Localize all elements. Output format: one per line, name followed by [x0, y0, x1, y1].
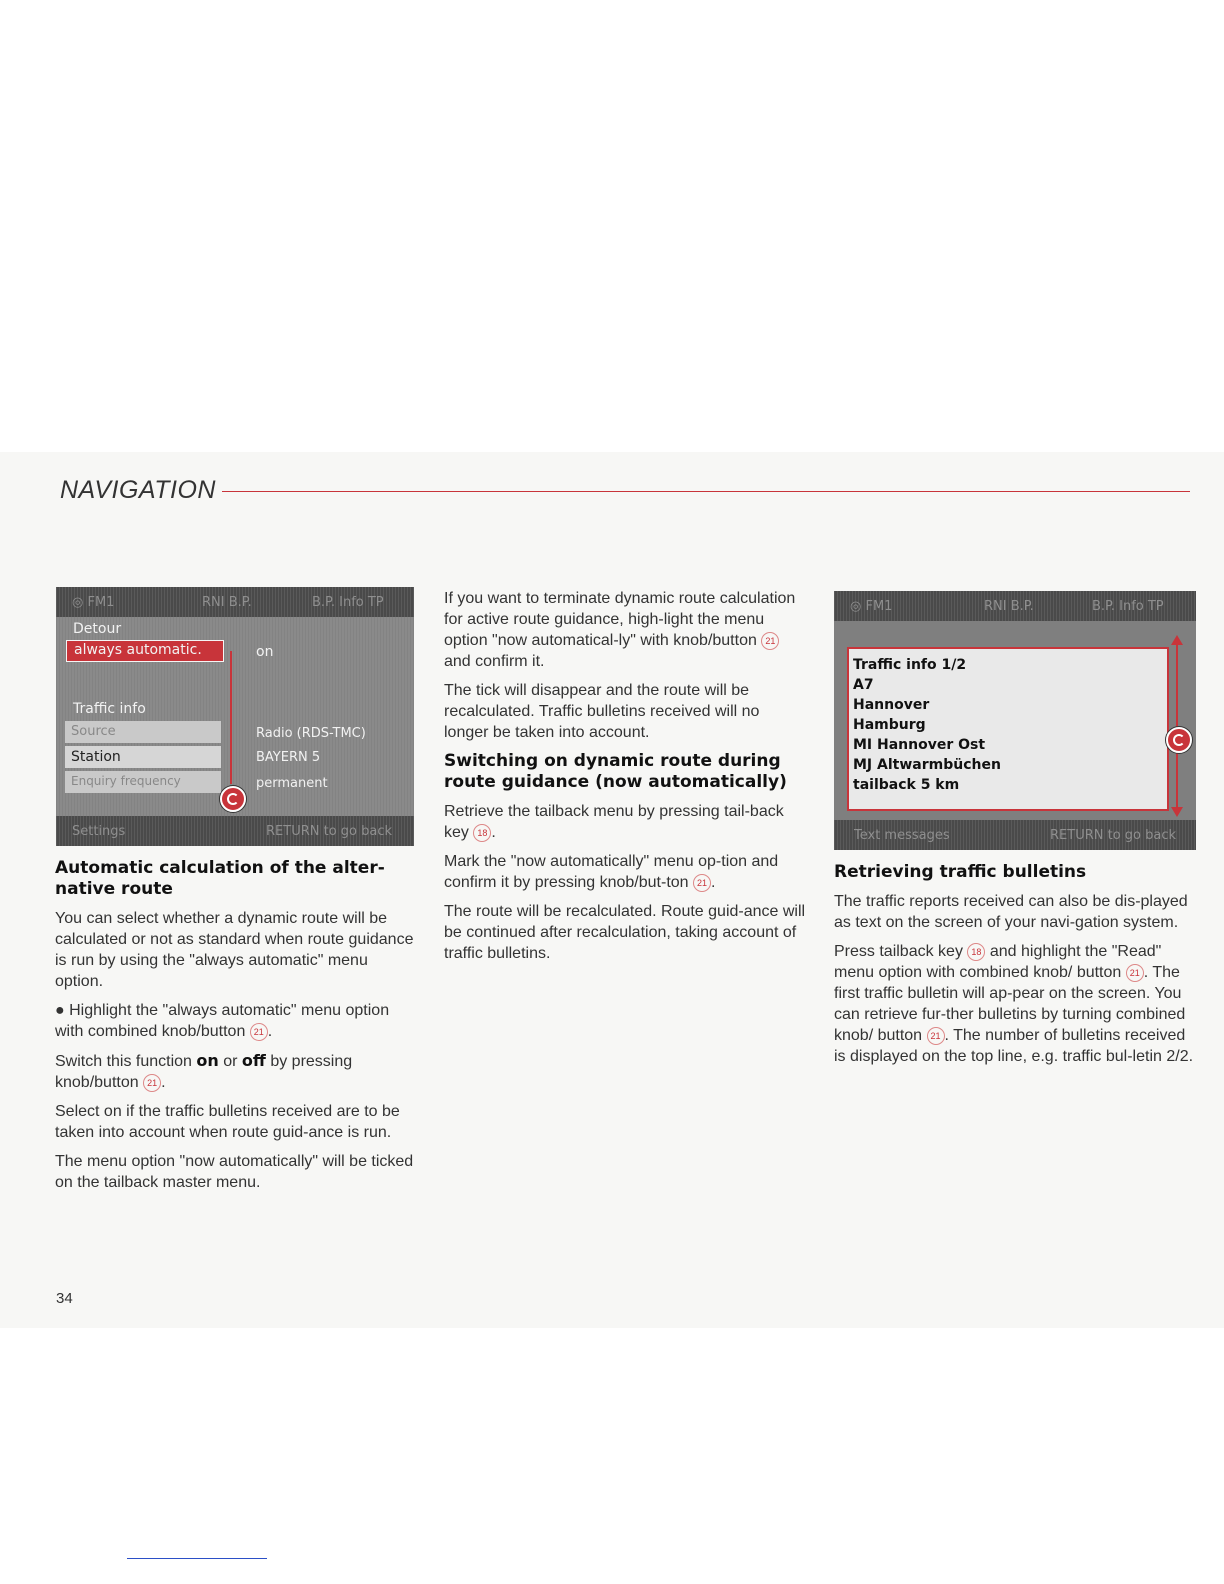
traffic-info-screen [834, 591, 1196, 850]
section-heading: Switching on dynamic route during route guidance (now automatically) [444, 751, 787, 792]
knob-button-21-icon: 21 [693, 874, 711, 892]
status-station: RNI B.P. [984, 599, 1034, 614]
screen-softkey-bar [834, 820, 1196, 850]
text-run: If you want to terminate dynamic route calculation for active route guidance, high-light the menu option "now automatical-ly" with knob/button [444, 590, 796, 649]
header-rule [222, 491, 1190, 492]
traffic-info-label: Traffic info [73, 701, 146, 717]
column-left [55, 858, 415, 1201]
tailback-key-18-icon: 18 [473, 824, 491, 842]
enquiry-frequency-option[interactable] [65, 771, 221, 793]
softkey-return[interactable]: RETURN to go back [266, 824, 393, 839]
text-run: by pressing knob/button [55, 1053, 353, 1091]
knob-button-21-icon: 21 [761, 632, 779, 650]
text-on: on [196, 1051, 219, 1070]
text-run: Mark the "now automatically" menu op-tion and confirm it by pressing knob/but-ton [444, 853, 779, 891]
text-run: and highlight the "Read" menu option with combined knob/ button [834, 943, 1162, 981]
screen-status-bar [834, 591, 1196, 621]
source-option[interactable] [65, 721, 221, 743]
status-station: RNI B.P. [202, 595, 252, 610]
knob-button-21-icon: 21 [927, 1027, 945, 1045]
paragraph: The traffic reports received can also be dis-played as text on the screen of your navi-gation system. [834, 893, 1188, 931]
paragraph: The route will be recalculated. Route guid-ance will be continued after recalculation, taking account of traffic bulletins. [444, 903, 806, 962]
text-run: Switch this function [55, 1053, 197, 1070]
traffic-line: tailback 5 km [853, 777, 960, 793]
knob-button-21-icon: 21 [250, 1023, 268, 1041]
text-off: off [241, 1051, 266, 1070]
paragraph: Mark the "now automatically" menu op-tion and confirm it by pressing knob/but-ton 21 . [444, 853, 779, 891]
paragraph [444, 588, 806, 672]
softkey-text-messages[interactable]: Text messages [854, 828, 950, 843]
enquiry-frequency-label: Enquiry frequency [71, 774, 181, 788]
rotary-knob-icon [220, 786, 246, 812]
source-label: Source [71, 724, 116, 739]
scroll-down-arrow-icon[interactable] [1171, 807, 1183, 817]
traffic-line: Hamburg [853, 717, 926, 733]
station-option[interactable] [65, 746, 221, 768]
softkey-return[interactable]: RETURN to go back [1050, 828, 1177, 843]
status-info: B.P. Info TP [312, 595, 384, 610]
screen-softkey-bar [56, 816, 414, 846]
page-number: 34 [56, 1290, 73, 1307]
text-run: . The first traffic bulletin will ap-pear on the screen. You can retrieve fur-ther bulletins by turning combined knob/ button [834, 964, 1186, 1044]
detour-settings-screen [56, 587, 414, 846]
text-run: or [218, 1053, 242, 1070]
frequency-value: permanent [256, 776, 328, 791]
scroll-track[interactable] [1176, 643, 1178, 808]
section-heading: Retrieving traffic bulletins [834, 862, 1087, 882]
scroll-up-arrow-icon[interactable] [1171, 635, 1183, 645]
text-run: . The number of bulletins received is displayed on the top line, e.g. traffic bul-letin 2/2. [834, 1027, 1194, 1065]
paragraph: The tick will disappear and the route will be recalculated. Traffic bulletins received will no longer be taken into account. [444, 682, 760, 741]
bullet-icon: ● [55, 1002, 65, 1019]
station-label: Station [71, 749, 121, 765]
paragraph: Select on if the traffic bulletins received are to be taken into account when route guid-ance is run. [55, 1103, 400, 1141]
detour-value: on [256, 644, 274, 660]
bullet-text: Highlight the "always automatic" menu option with combined knob/button [55, 1002, 390, 1040]
traffic-line: Hannover [853, 697, 930, 713]
column-middle [444, 588, 806, 972]
knob-button-21-icon: 21 [143, 1074, 161, 1092]
screen-status-bar [56, 587, 414, 617]
paragraph: The menu option "now automatically" will be ticked on the tailback master menu. [55, 1153, 414, 1191]
station-value: BAYERN 5 [256, 750, 321, 765]
always-automatic-label: always automatic. [74, 642, 202, 658]
knob-button-21-icon: 21 [1126, 964, 1144, 982]
text-run: and confirm it. [444, 653, 545, 670]
source-value: Radio (RDS-TMC) [256, 726, 366, 741]
paragraph [834, 941, 1198, 1067]
section-heading: Automatic calculation of the alter-native route [55, 858, 385, 899]
text-run: Retrieve the tailback menu by pressing tail-back key [444, 803, 784, 841]
traffic-message-box [847, 647, 1169, 811]
bottom-link-underline[interactable] [127, 1558, 267, 1559]
softkey-settings[interactable]: Settings [72, 824, 126, 839]
status-band: ◎ FM1 [72, 595, 115, 610]
tailback-key-18-icon: 18 [967, 943, 985, 961]
paragraph: Switch this function on or off by pressing knob/button 21 . [55, 1051, 353, 1091]
selection-line [230, 651, 232, 784]
bullet-instruction: ● Highlight the "always automatic" menu option with combined knob/button 21 . [55, 1002, 390, 1040]
traffic-line: A7 [853, 677, 874, 693]
text-run: Press tailback key [834, 943, 963, 960]
always-automatic-option[interactable] [66, 640, 224, 662]
rotary-knob-icon [1166, 727, 1192, 753]
paragraph: You can select whether a dynamic route will be calculated or not as standard when route guidance is run by using the "always automatic" menu option. [55, 910, 414, 990]
status-info: B.P. Info TP [1092, 599, 1164, 614]
traffic-line: MJ Altwarmbüchen [853, 757, 1001, 773]
column-right [834, 862, 1198, 1075]
detour-label: Detour [73, 621, 122, 637]
traffic-line: MI Hannover Ost [853, 737, 986, 753]
page-title: NAVIGATION [60, 476, 216, 504]
status-band: ◎ FM1 [850, 599, 893, 614]
paragraph: Retrieve the tailback menu by pressing tail-back key 18 . [444, 803, 784, 841]
traffic-header-line: Traffic info 1/2 [853, 657, 967, 673]
